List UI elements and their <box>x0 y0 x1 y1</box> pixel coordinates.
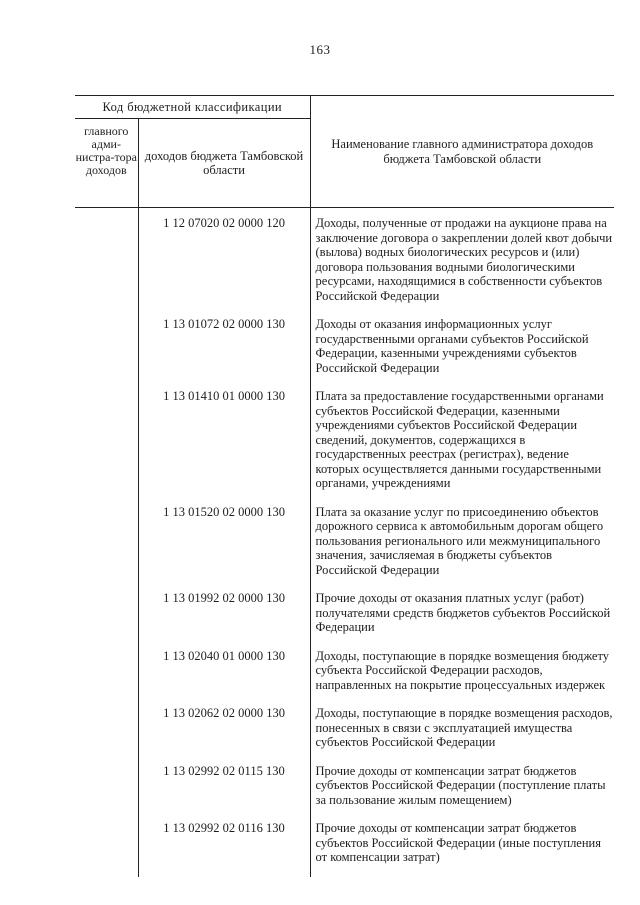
row-admin-code <box>75 309 138 381</box>
row-budget-code: 1 13 02992 02 0116 130 <box>138 813 310 877</box>
table-row <box>75 381 614 497</box>
row-income-name: Плата за оказание услуг по присоединению объектов дорожного сервиса к автомобильным дорогам общего пользования регионального или межмуниципального значения, зачисляемая в бюджеты субъектов Российской Федерации <box>315 504 604 577</box>
row-admin-code <box>75 208 138 310</box>
row-income-name: Доходы, поступающие в порядке возмещения расходов, понесенных в связи с эксплуатацией имущества субъектов Российской Федерации <box>315 706 613 749</box>
row-income-name: Прочие доходы от компенсации затрат бюджетов субъектов Российской Федерации (поступление платы за пользование жилым помещением) <box>315 763 606 807</box>
row-budget-code: 1 13 01520 02 0000 130 <box>138 497 310 584</box>
row-budget-code: 1 12 07020 02 0000 120 <box>138 208 310 310</box>
table-row <box>75 309 614 381</box>
row-admin-code <box>75 583 138 641</box>
row-income-name: Плата за предоставление государственными органами субъектов Российской Федерации, казенными учреждениями субъектов Российской Федерации сведений, документов, содержащихся в государственных реестрах (регистрах), ведение которых осуществляется данными государственными органами, учреждениями <box>315 389 604 490</box>
budget-classification-table <box>75 95 614 877</box>
table-row <box>75 813 614 877</box>
row-budget-code: 1 13 01992 02 0000 130 <box>138 583 310 641</box>
page-number: 163 <box>309 42 331 57</box>
table-row <box>75 583 614 641</box>
row-income-name: Доходы, поступающие в порядке возмещения бюджету субъекта Российской Федерации расходов, направленных на покрытие процессуальных издержек <box>315 648 610 692</box>
row-budget-code: 1 13 02062 02 0000 130 <box>138 698 310 756</box>
table-body <box>75 208 614 878</box>
row-income-name: Прочие доходы от компенсации затрат бюджетов субъектов Российской Федерации (иные поступления от компенсации затрат) <box>315 821 601 864</box>
row-income-name: Прочие доходы от оказания платных услуг (работ) получателями средств бюджетов субъектов Российской Федерации <box>315 591 611 634</box>
row-admin-code <box>75 756 138 814</box>
table-row <box>75 208 614 310</box>
classification-table <box>75 95 614 877</box>
header-group-title: Код бюджетной классификации <box>75 96 310 119</box>
row-income-name: Доходы от оказания информационных услуг государственными органами субъектов Российской Федерации, казенными учреждениями субъектов Российской Федерации <box>315 317 589 375</box>
header-name-column: Наименование главного администратора доходов бюджета Тамбовской области <box>310 96 614 208</box>
row-budget-code: 1 13 01410 01 0000 130 <box>138 381 310 497</box>
table-header <box>75 96 614 208</box>
table-row <box>75 497 614 584</box>
row-admin-code <box>75 381 138 497</box>
header-code-column: доходов бюджета Тамбовской области <box>138 119 310 208</box>
row-budget-code: 1 13 02040 01 0000 130 <box>138 641 310 699</box>
row-admin-code <box>75 641 138 699</box>
table-row <box>75 698 614 756</box>
row-budget-code: 1 13 01072 02 0000 130 <box>138 309 310 381</box>
row-budget-code: 1 13 02992 02 0115 130 <box>138 756 310 814</box>
row-admin-code <box>75 698 138 756</box>
row-admin-code <box>75 497 138 584</box>
header-admin-column: главного адми-нистра-тора доходов <box>75 119 138 208</box>
table-row <box>75 756 614 814</box>
row-income-name: Доходы, полученные от продажи на аукционе права на заключение договора о закреплении долей квот добычи (вылова) водных биологических ресурсов и (или) договора пользования водными биологическими ресурсами, находящимися в собственности субъектов Российской Федерации <box>315 216 613 303</box>
table-row <box>75 641 614 699</box>
row-admin-code <box>75 813 138 877</box>
